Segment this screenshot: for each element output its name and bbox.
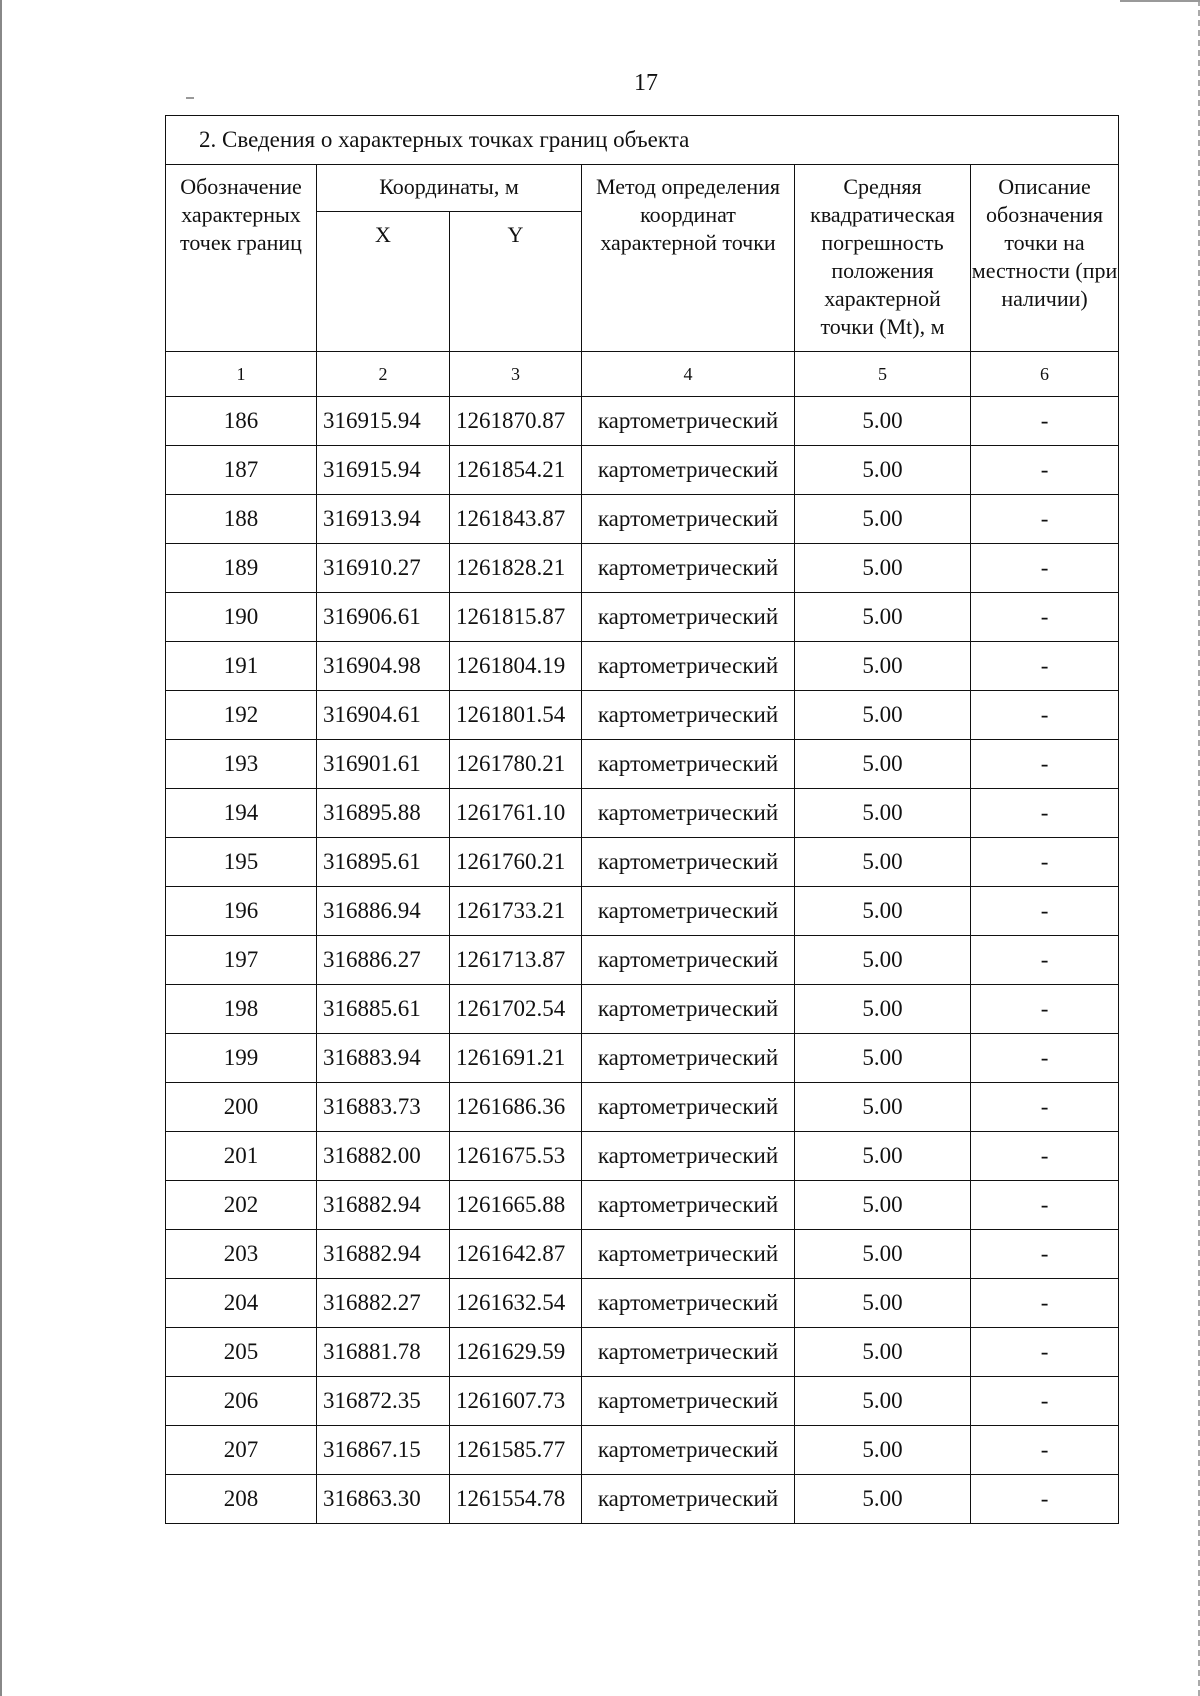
- table-row: [166, 985, 1119, 1034]
- y-coordinate-cell: 1261801.54: [450, 691, 582, 740]
- column-number: 5: [795, 352, 971, 397]
- y-coordinate-cell: 1261585.77: [450, 1426, 582, 1475]
- error-cell: 5.00: [795, 544, 971, 593]
- point-id-cell: 205: [166, 1328, 317, 1377]
- method-cell: картометрический: [582, 1426, 795, 1475]
- point-id-cell: 188: [166, 495, 317, 544]
- x-coordinate-cell: 316882.94: [317, 1230, 450, 1279]
- error-cell: 5.00: [795, 446, 971, 495]
- header-x: X: [317, 212, 450, 352]
- column-number: 4: [582, 352, 795, 397]
- method-cell: картометрический: [582, 1230, 795, 1279]
- method-cell: картометрический: [582, 544, 795, 593]
- description-cell: -: [971, 691, 1119, 740]
- description-cell: -: [971, 446, 1119, 495]
- point-id-cell: 197: [166, 936, 317, 985]
- point-id-cell: 190: [166, 593, 317, 642]
- description-cell: -: [971, 887, 1119, 936]
- method-cell: картометрический: [582, 985, 795, 1034]
- section-title: 2. Сведения о характерных точках границ объекта: [166, 116, 1119, 165]
- description-cell: -: [971, 642, 1119, 691]
- method-cell: картометрический: [582, 887, 795, 936]
- table-row: [166, 642, 1119, 691]
- error-cell: 5.00: [795, 1181, 971, 1230]
- scan-edge-right: [1195, 0, 1200, 1696]
- table-row: [166, 544, 1119, 593]
- x-coordinate-cell: 316915.94: [317, 446, 450, 495]
- x-coordinate-cell: 316882.00: [317, 1132, 450, 1181]
- point-id-cell: 207: [166, 1426, 317, 1475]
- x-coordinate-cell: 316886.27: [317, 936, 450, 985]
- description-cell: -: [971, 1426, 1119, 1475]
- method-cell: картометрический: [582, 1083, 795, 1132]
- x-coordinate-cell: 316882.27: [317, 1279, 450, 1328]
- point-id-cell: 208: [166, 1475, 317, 1524]
- description-cell: -: [971, 1230, 1119, 1279]
- table-row: [166, 495, 1119, 544]
- method-cell: картометрический: [582, 789, 795, 838]
- point-id-cell: 201: [166, 1132, 317, 1181]
- point-id-cell: 186: [166, 397, 317, 446]
- table-row: [166, 593, 1119, 642]
- point-id-cell: 206: [166, 1377, 317, 1426]
- point-id-cell: 187: [166, 446, 317, 495]
- description-cell: -: [971, 1083, 1119, 1132]
- description-cell: -: [971, 1475, 1119, 1524]
- column-number: 3: [450, 352, 582, 397]
- table-row: [166, 936, 1119, 985]
- table-body: [166, 397, 1119, 1524]
- x-coordinate-cell: 316881.78: [317, 1328, 450, 1377]
- method-cell: картометрический: [582, 397, 795, 446]
- y-coordinate-cell: 1261828.21: [450, 544, 582, 593]
- error-cell: 5.00: [795, 1230, 971, 1279]
- method-cell: картометрический: [582, 1181, 795, 1230]
- description-cell: -: [971, 789, 1119, 838]
- method-cell: картометрический: [582, 691, 795, 740]
- x-coordinate-cell: 316872.35: [317, 1377, 450, 1426]
- y-coordinate-cell: 1261686.36: [450, 1083, 582, 1132]
- description-cell: -: [971, 593, 1119, 642]
- table-row: [166, 691, 1119, 740]
- table-row: [166, 1034, 1119, 1083]
- error-cell: 5.00: [795, 1328, 971, 1377]
- point-id-cell: 196: [166, 887, 317, 936]
- description-cell: -: [971, 544, 1119, 593]
- method-cell: картометрический: [582, 1328, 795, 1377]
- header-y: Y: [450, 212, 582, 352]
- error-cell: 5.00: [795, 642, 971, 691]
- description-cell: -: [971, 1181, 1119, 1230]
- x-coordinate-cell: 316883.73: [317, 1083, 450, 1132]
- error-cell: 5.00: [795, 887, 971, 936]
- column-number: 2: [317, 352, 450, 397]
- x-coordinate-cell: 316904.61: [317, 691, 450, 740]
- table-row: [166, 789, 1119, 838]
- table-row: [166, 838, 1119, 887]
- point-id-cell: 194: [166, 789, 317, 838]
- table-row: [166, 740, 1119, 789]
- x-coordinate-cell: 316901.61: [317, 740, 450, 789]
- description-cell: -: [971, 397, 1119, 446]
- x-coordinate-cell: 316915.94: [317, 397, 450, 446]
- x-coordinate-cell: 316895.61: [317, 838, 450, 887]
- error-cell: 5.00: [795, 1083, 971, 1132]
- x-coordinate-cell: 316863.30: [317, 1475, 450, 1524]
- method-cell: картометрический: [582, 740, 795, 789]
- point-id-cell: 189: [166, 544, 317, 593]
- point-id-cell: 191: [166, 642, 317, 691]
- y-coordinate-cell: 1261642.87: [450, 1230, 582, 1279]
- y-coordinate-cell: 1261713.87: [450, 936, 582, 985]
- y-coordinate-cell: 1261607.73: [450, 1377, 582, 1426]
- method-cell: картометрический: [582, 1475, 795, 1524]
- error-cell: 5.00: [795, 1279, 971, 1328]
- y-coordinate-cell: 1261843.87: [450, 495, 582, 544]
- column-number: 1: [166, 352, 317, 397]
- y-coordinate-cell: 1261870.87: [450, 397, 582, 446]
- y-coordinate-cell: 1261665.88: [450, 1181, 582, 1230]
- method-cell: картометрический: [582, 838, 795, 887]
- error-cell: 5.00: [795, 1426, 971, 1475]
- error-cell: 5.00: [795, 1377, 971, 1426]
- point-id-cell: 203: [166, 1230, 317, 1279]
- method-cell: картометрический: [582, 1279, 795, 1328]
- y-coordinate-cell: 1261815.87: [450, 593, 582, 642]
- method-cell: картометрический: [582, 495, 795, 544]
- point-id-cell: 193: [166, 740, 317, 789]
- error-cell: 5.00: [795, 985, 971, 1034]
- description-cell: -: [971, 740, 1119, 789]
- y-coordinate-cell: 1261733.21: [450, 887, 582, 936]
- y-coordinate-cell: 1261632.54: [450, 1279, 582, 1328]
- y-coordinate-cell: 1261691.21: [450, 1034, 582, 1083]
- table-row: [166, 397, 1119, 446]
- header-coordinates: Координаты, м: [317, 165, 582, 212]
- error-cell: 5.00: [795, 1475, 971, 1524]
- table-row: [166, 446, 1119, 495]
- y-coordinate-cell: 1261760.21: [450, 838, 582, 887]
- y-coordinate-cell: 1261854.21: [450, 446, 582, 495]
- error-cell: 5.00: [795, 495, 971, 544]
- table-row: [166, 1377, 1119, 1426]
- description-cell: -: [971, 985, 1119, 1034]
- column-number: 6: [971, 352, 1119, 397]
- error-cell: 5.00: [795, 1034, 971, 1083]
- x-coordinate-cell: 316904.98: [317, 642, 450, 691]
- method-cell: картометрический: [582, 446, 795, 495]
- x-coordinate-cell: 316885.61: [317, 985, 450, 1034]
- description-cell: -: [971, 1034, 1119, 1083]
- boundary-points-table: [165, 115, 1119, 1524]
- point-id-cell: 198: [166, 985, 317, 1034]
- x-coordinate-cell: 316913.94: [317, 495, 450, 544]
- x-coordinate-cell: 316882.94: [317, 1181, 450, 1230]
- y-coordinate-cell: 1261629.59: [450, 1328, 582, 1377]
- x-coordinate-cell: 316883.94: [317, 1034, 450, 1083]
- method-cell: картометрический: [582, 936, 795, 985]
- error-cell: 5.00: [795, 593, 971, 642]
- table-row: [166, 1279, 1119, 1328]
- x-coordinate-cell: 316906.61: [317, 593, 450, 642]
- y-coordinate-cell: 1261675.53: [450, 1132, 582, 1181]
- scan-top-mark: [1120, 0, 1200, 6]
- error-cell: 5.00: [795, 936, 971, 985]
- table-row: [166, 1328, 1119, 1377]
- table-row: [166, 1475, 1119, 1524]
- description-cell: -: [971, 1132, 1119, 1181]
- header-error: Средняя квадратическая погрешность положения характерной точки (Mt), м: [795, 165, 971, 352]
- point-id-cell: 192: [166, 691, 317, 740]
- description-cell: -: [971, 936, 1119, 985]
- scan-dash: [186, 97, 194, 99]
- header-description: Описание обозначения точки на местности (при наличии): [971, 165, 1119, 352]
- y-coordinate-cell: 1261554.78: [450, 1475, 582, 1524]
- header-method: Метод определения координат характерной точки: [582, 165, 795, 352]
- description-cell: -: [971, 1377, 1119, 1426]
- method-cell: картометрический: [582, 1034, 795, 1083]
- x-coordinate-cell: 316867.15: [317, 1426, 450, 1475]
- method-cell: картометрический: [582, 1132, 795, 1181]
- error-cell: 5.00: [795, 691, 971, 740]
- error-cell: 5.00: [795, 789, 971, 838]
- table-row: [166, 1181, 1119, 1230]
- method-cell: картометрический: [582, 1377, 795, 1426]
- description-cell: -: [971, 1279, 1119, 1328]
- description-cell: -: [971, 1328, 1119, 1377]
- point-id-cell: 195: [166, 838, 317, 887]
- header-point: Обозначение характерных точек границ: [166, 165, 317, 352]
- table-row: [166, 1426, 1119, 1475]
- point-id-cell: 200: [166, 1083, 317, 1132]
- point-id-cell: 204: [166, 1279, 317, 1328]
- x-coordinate-cell: 316886.94: [317, 887, 450, 936]
- method-cell: картометрический: [582, 642, 795, 691]
- scan-edge-left: [0, 0, 5, 1696]
- y-coordinate-cell: 1261761.10: [450, 789, 582, 838]
- x-coordinate-cell: 316910.27: [317, 544, 450, 593]
- method-cell: картометрический: [582, 593, 795, 642]
- y-coordinate-cell: 1261702.54: [450, 985, 582, 1034]
- description-cell: -: [971, 838, 1119, 887]
- error-cell: 5.00: [795, 838, 971, 887]
- table-row: [166, 887, 1119, 936]
- description-cell: -: [971, 495, 1119, 544]
- x-coordinate-cell: 316895.88: [317, 789, 450, 838]
- error-cell: 5.00: [795, 740, 971, 789]
- y-coordinate-cell: 1261804.19: [450, 642, 582, 691]
- y-coordinate-cell: 1261780.21: [450, 740, 582, 789]
- table-row: [166, 1230, 1119, 1279]
- point-id-cell: 199: [166, 1034, 317, 1083]
- point-id-cell: 202: [166, 1181, 317, 1230]
- table-row: [166, 1083, 1119, 1132]
- page-number: 17: [634, 70, 658, 96]
- table-row: [166, 1132, 1119, 1181]
- error-cell: 5.00: [795, 1132, 971, 1181]
- error-cell: 5.00: [795, 397, 971, 446]
